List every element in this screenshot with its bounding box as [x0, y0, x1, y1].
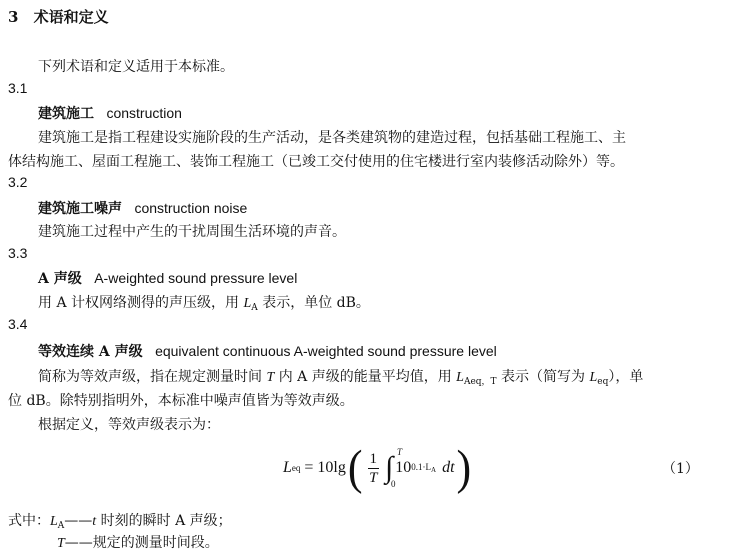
formula-label: （1）: [662, 461, 699, 477]
term-en: equivalent continuous A-weighted sound pressure level: [155, 343, 497, 359]
term-number: 3.1: [8, 80, 28, 96]
where-item: T——规定的测量时间段。: [57, 535, 219, 551]
term-cn: A 声级: [38, 271, 82, 287]
term-en: construction noise: [134, 200, 248, 216]
section-title: 术语和定义: [33, 8, 109, 26]
formula: L eq = 10lg ( $\frac{1}{T}$ ∫ T 0 10 $0.1\cdot L_A$ dt ): [283, 440, 472, 495]
term-cn: 建筑施工噪声: [38, 201, 122, 217]
integral-sign: ∫ T 0: [385, 447, 403, 489]
term-title: [38, 268, 297, 288]
term-title: [38, 341, 497, 361]
where-item: 式中：$L_A——t$ 时刻的瞬时 A 声级；: [8, 513, 232, 531]
right-paren: ): [456, 440, 472, 495]
term-definition: 位 dB。除特别指明外，本标准中噪声值皆为等效声级。: [8, 393, 354, 409]
term-title: [38, 198, 247, 218]
term-number: 3.3: [8, 245, 28, 261]
section-heading: [8, 6, 109, 27]
term-definition: 用 A 计权网络测得的声压级，用 $L_A$ 表示，单位 dB。: [38, 295, 370, 313]
term-en: construction: [106, 105, 182, 121]
term-definition: 建筑施工过程中产生的干扰周围生活环境的声音。: [38, 224, 346, 240]
term-number: 3.2: [8, 174, 28, 190]
term-definition: 体结构施工、屋面工程施工、装饰工程施工（已竣工交付使用的住宅楼进行室内装修活动除外）等。: [8, 154, 624, 170]
term-number: 3.4: [8, 316, 28, 332]
term-definition: 根据定义，等效声级表示为：: [38, 417, 220, 433]
term-cn: 等效连续 A 声级: [38, 344, 143, 360]
term-definition: 简称为等效声级，指在规定测量时间 T 内 A 声级的能量平均值，用 $L_{Aeq,T}$ 表示（简写为 $L_{eq}$），单: [38, 369, 644, 387]
term-definition: 建筑施工是指工程建设实施阶段的生产活动，是各类建筑物的建造过程，包括基础工程施工、主: [38, 130, 626, 146]
left-paren: (: [347, 440, 363, 495]
term-en: A-weighted sound pressure level: [94, 270, 298, 286]
term-cn: 建筑施工: [38, 106, 94, 122]
section-number: 3: [8, 8, 19, 26]
term-title: [38, 103, 182, 123]
fraction: $\frac{1}{T}$: [369, 450, 378, 486]
intro-text: 下列术语和定义适用于本标准。: [38, 59, 234, 75]
